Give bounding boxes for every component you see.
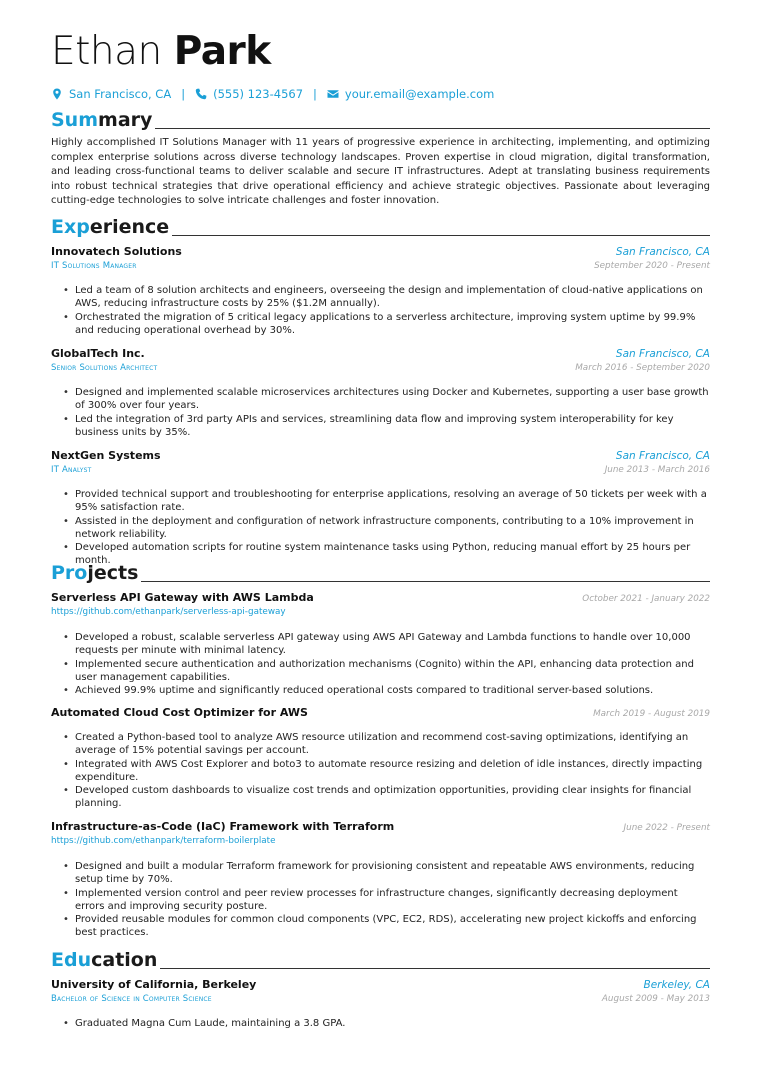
job-title: IT Solutions Manager: [51, 261, 137, 271]
project-bullets: [63, 731, 709, 811]
job-location: San Francisco, CA: [615, 450, 710, 462]
bullet-item: • Developed automation scripts for routine system maintenance tasks using Python, reducing manual effort by 25 hours per month.: [63, 541, 709, 568]
section-title: Summary: [51, 109, 153, 131]
last-name: Park: [173, 29, 271, 74]
bullet-item: • Created a Python-based tool to analyze AWS resource utilization and recommend cost-saving optimizations, identifying an average of 15% potential savings per account.: [63, 731, 709, 758]
project-bullets: [63, 860, 709, 940]
projects-heading: [51, 561, 710, 583]
phone-text: (555) 123-4567: [213, 87, 304, 101]
contact-location: [51, 87, 171, 101]
bullet-item: • Provided technical support and troubleshooting for enterprise applications, resolving an average of 50 tickets per week with a 95% satisfaction rate.: [63, 488, 709, 515]
project-title: Serverless API Gateway with AWS Lambda: [51, 591, 314, 604]
bullet-item: • Provided reusable modules for common cloud components (VPC, EC2, RDS), accelerating new project kickoffs and enforcing best practices.: [63, 913, 709, 940]
candidate-name: [51, 30, 271, 74]
experience-entry: [51, 347, 710, 377]
company-name: Innovatech Solutions: [51, 245, 182, 258]
job-dates: March 2016 - September 2020: [575, 363, 710, 373]
job-dates: June 2013 - March 2016: [604, 465, 710, 475]
bullet-item: • Implemented secure authentication and authorization mechanisms (Cognito) within the API, enhancing data protection and user management capabilities.: [63, 658, 709, 685]
section-rule: [160, 968, 710, 969]
project-link[interactable]: https://github.com/ethanpark/serverless-api-gateway: [51, 607, 286, 617]
email-text: your.email@example.com: [344, 87, 495, 101]
job-title: IT Analyst: [51, 465, 92, 475]
job-title: Senior Solutions Architect: [51, 363, 158, 373]
degree-name: Bachelor of Science in Computer Science: [51, 994, 212, 1004]
experience-heading: [51, 215, 710, 237]
project-dates: June 2022 - Present: [623, 823, 710, 833]
contact-separator: |: [313, 87, 317, 101]
bullet-item: • Led the integration of 3rd party APIs and services, streamlining data flow and improving system interoperability for key business units by 35%.: [63, 413, 709, 440]
location-text: San Francisco, CA: [69, 87, 172, 101]
education-heading: [51, 948, 710, 970]
education-entry: [51, 978, 710, 1008]
project-entry: [51, 820, 710, 850]
experience-entry: [51, 449, 710, 479]
project-title: Automated Cloud Cost Optimizer for AWS: [51, 706, 308, 719]
bullet-item: • Developed custom dashboards to visualize cost trends and optimization opportunities, providing clear insights for financial planning.: [63, 784, 709, 811]
bullet-item: • Achieved 99.9% uptime and significantly reduced operational costs compared to traditional server-based solutions.: [63, 684, 709, 697]
experience-bullets: [63, 488, 709, 568]
contact-bar: [51, 85, 494, 103]
education-dates: August 2009 - May 2013: [601, 994, 710, 1004]
project-link[interactable]: https://github.com/ethanpark/terraform-boilerplate: [51, 836, 276, 846]
contact-phone[interactable]: [195, 87, 303, 101]
first-name: Ethan: [51, 29, 162, 74]
phone-icon: [195, 88, 207, 100]
school-name: University of California, Berkeley: [51, 978, 257, 991]
experience-entry: [51, 245, 710, 275]
contact-email[interactable]: [327, 87, 494, 101]
contact-separator: |: [181, 87, 186, 101]
experience-bullets: [63, 386, 709, 439]
section-rule: [155, 128, 710, 129]
summary-heading: [51, 108, 710, 130]
section-title: Projects: [51, 562, 139, 584]
school-location: Berkeley, CA: [643, 979, 710, 991]
job-dates: September 2020 - Present: [594, 261, 710, 271]
map-marker-icon: [51, 88, 63, 100]
company-name: GlobalTech Inc.: [51, 347, 145, 360]
bullet-item: • Developed a robust, scalable serverless API gateway using AWS API Gateway and Lambda functions to handle over 10,000 requests per minute with minimal latency.: [63, 631, 709, 658]
section-title: Education: [51, 949, 158, 971]
bullet-item: • Implemented version control and peer review processes for infrastructure changes, significantly decreasing deployment errors and improving security posture.: [63, 887, 709, 914]
section-title: Experience: [51, 216, 170, 238]
project-dates: October 2021 - January 2022: [582, 594, 710, 604]
project-bullets: [63, 631, 709, 697]
education-bullets: [63, 1017, 709, 1030]
project-title: Infrastructure-as-Code (IaC) Framework with Terraform: [51, 820, 395, 833]
project-dates: March 2019 - August 2019: [593, 709, 710, 719]
job-location: San Francisco, CA: [615, 348, 710, 360]
bullet-item: • Orchestrated the migration of 5 critical legacy applications to a serverless architecture, improving system uptime by 99.9% and reducing operational overhead by 30%.: [63, 311, 709, 338]
job-location: San Francisco, CA: [615, 246, 710, 258]
envelope-icon: [327, 88, 339, 100]
section-rule: [172, 235, 710, 236]
bullet-item: • Assisted in the deployment and configuration of network infrastructure components, contributing to a 10% improvement in network reliability.: [63, 515, 709, 542]
company-name: NextGen Systems: [51, 449, 161, 462]
section-rule: [141, 581, 710, 582]
bullet-item: • Designed and implemented scalable microservices architectures using Docker and Kubernetes, supporting a user base growth of 300% over four years.: [63, 386, 709, 413]
bullet-item: • Designed and built a modular Terraform framework for provisioning consistent and repeatable AWS environments, reducing setup time by 70%.: [63, 860, 709, 887]
project-entry: [51, 706, 710, 722]
bullet-item: • Graduated Magna Cum Laude, maintaining a 3.8 GPA.: [63, 1017, 709, 1030]
experience-bullets: [63, 284, 709, 337]
bullet-item: • Integrated with AWS Cost Explorer and boto3 to automate resource resizing and deletion of idle instances, directly impacting expenditure.: [63, 758, 709, 785]
project-entry: [51, 591, 710, 621]
bullet-item: • Led a team of 8 solution architects and engineers, overseeing the design and implementation of cloud-native applications on AWS, reducing infrastructure costs by 25% ($1.2M annually).: [63, 284, 709, 311]
summary-text: Highly accomplished IT Solutions Manager with 11 years of progressive experience in architecting, implementing, and optimizing complex enterprise solutions across diverse technology landscapes. Proven expertise in cloud migration, digital transformation, and leading cross-functional teams to deliver scalable and secure IT infrastructures. Adept at translating business requirements into robust technical strategies that drive operational efficiency and achieve strategic objectives. Passionate about leveraging cutting-edge technologies to solve intricate challenges and foster innovation.: [51, 137, 710, 207]
